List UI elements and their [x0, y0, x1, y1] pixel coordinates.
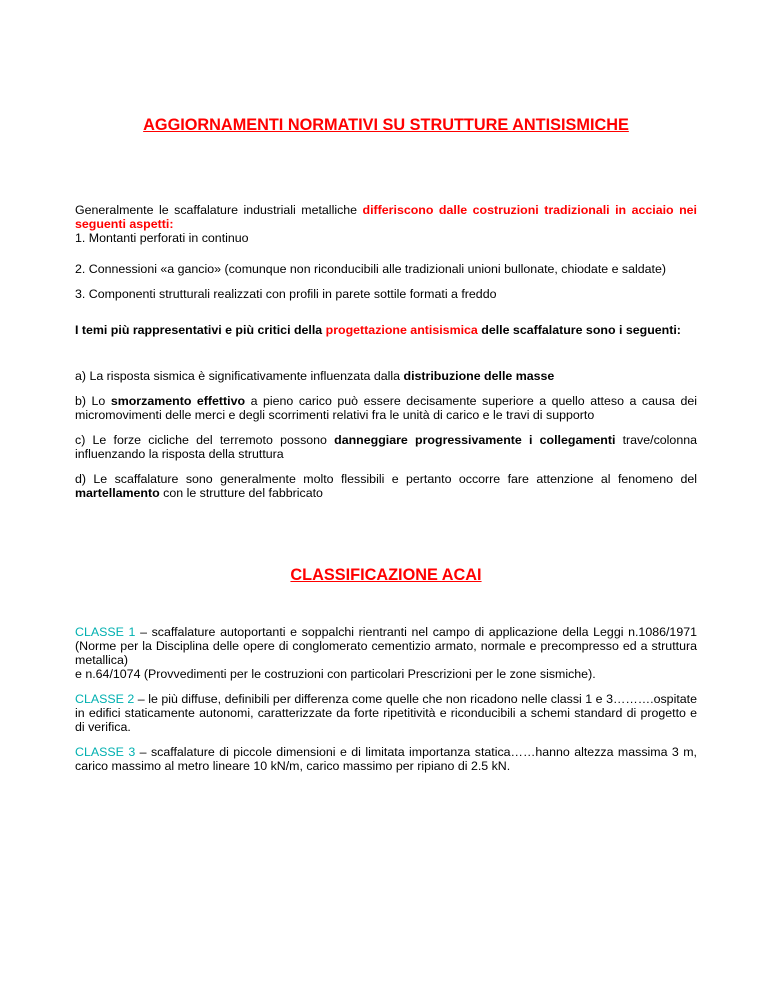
point-b-pre: b) Lo — [75, 394, 111, 408]
temi-post: delle scaffalature sono i seguenti: — [477, 323, 681, 337]
class-3-text: – scaffalature di piccole dimensioni e di limitata importanza statica……hanno altezza massima 3 m, carico massimo al metro lineare 10 kN/m, carico massimo per ripiano di 2.5 kN. — [75, 745, 697, 773]
intro-paragraph — [75, 203, 697, 245]
class-3-label: CLASSE 3 — [75, 745, 136, 759]
class-2-paragraph — [75, 692, 697, 734]
point-b-post: a pieno carico può essere decisamente superiore a quello atteso a causa dei micromovimenti delle merci e degli scorrimenti relativi fra le unità di carico e le travi di supporto — [75, 394, 697, 422]
second-title: CLASSIFICAZIONE ACAI — [290, 566, 482, 584]
class-1-line2: e n.64/1074 (Provvedimenti per le costruzioni con particolari Prescrizioni per le zone sismiche). — [75, 667, 596, 681]
point-c-post: trave/colonna influenzando la risposta della struttura — [75, 433, 697, 461]
temi-pre: I temi più rappresentativi e più critici della — [75, 323, 326, 337]
intro-item-1: 1. Montanti perforati in continuo — [75, 231, 249, 245]
intro-highlight: differiscono dalle costruzioni tradizionali in acciaio nei seguenti aspetti: — [75, 203, 697, 231]
class-2-text: – le più diffuse, definibili per differenza come quelle che non ricadono nelle classi 1 e 3……….ospitate in edifici staticamente autonomi, caratterizzate da forte ripetitività e riconducibili a schemi standard di progetto e di verifica. — [75, 692, 697, 734]
point-d-post: con le strutture del fabbricato — [159, 486, 323, 500]
class-1-label: CLASSE 1 — [75, 625, 136, 639]
point-d — [75, 472, 697, 500]
temi-paragraph — [75, 323, 697, 337]
class-1-paragraph — [75, 625, 697, 681]
class-3-paragraph — [75, 745, 697, 773]
intro-item-2: 2. Connessioni «a gancio» (comunque non riconducibili alle tradizionali unioni bullonate, chiodate e saldate) — [75, 262, 667, 276]
temi-highlight: progettazione antisismica — [325, 323, 478, 337]
point-c-bold: danneggiare progressivamente i collegamenti — [334, 433, 616, 447]
class-2-label: CLASSE 2 — [75, 692, 135, 706]
class-1-text: – scaffalature autoportanti e soppalchi rientranti nel campo di applicazione della Leggi n.1086/1971 (Norme per la Disciplina delle opere di conglomerato cementizio armato, normale e precompresso ed a struttura metallica) — [75, 625, 697, 667]
point-d-pre: d) Le scaffalature sono generalmente molto flessibili e pertanto occorre fare attenzione al fenomeno del — [75, 472, 697, 486]
main-title: AGGIORNAMENTI NORMATIVI SU STRUTTURE ANTISISMICHE — [143, 116, 629, 134]
intro-pre: Generalmente le scaffalature industriali metalliche — [75, 203, 363, 217]
point-b-bold: smorzamento effettivo — [110, 394, 246, 408]
point-c — [75, 433, 697, 461]
point-a — [75, 369, 697, 383]
point-c-pre: c) Le forze cicliche del terremoto possono — [75, 433, 335, 447]
intro-item-3: 3. Componenti strutturali realizzati con profili in parete sottile formati a freddo — [75, 287, 497, 301]
point-b — [75, 394, 697, 422]
point-a-bold: distribuzione delle masse — [403, 369, 555, 383]
point-a-text: a) La risposta sismica è significativamente influenzata dalla — [75, 369, 404, 383]
point-d-bold: martellamento — [75, 486, 160, 500]
